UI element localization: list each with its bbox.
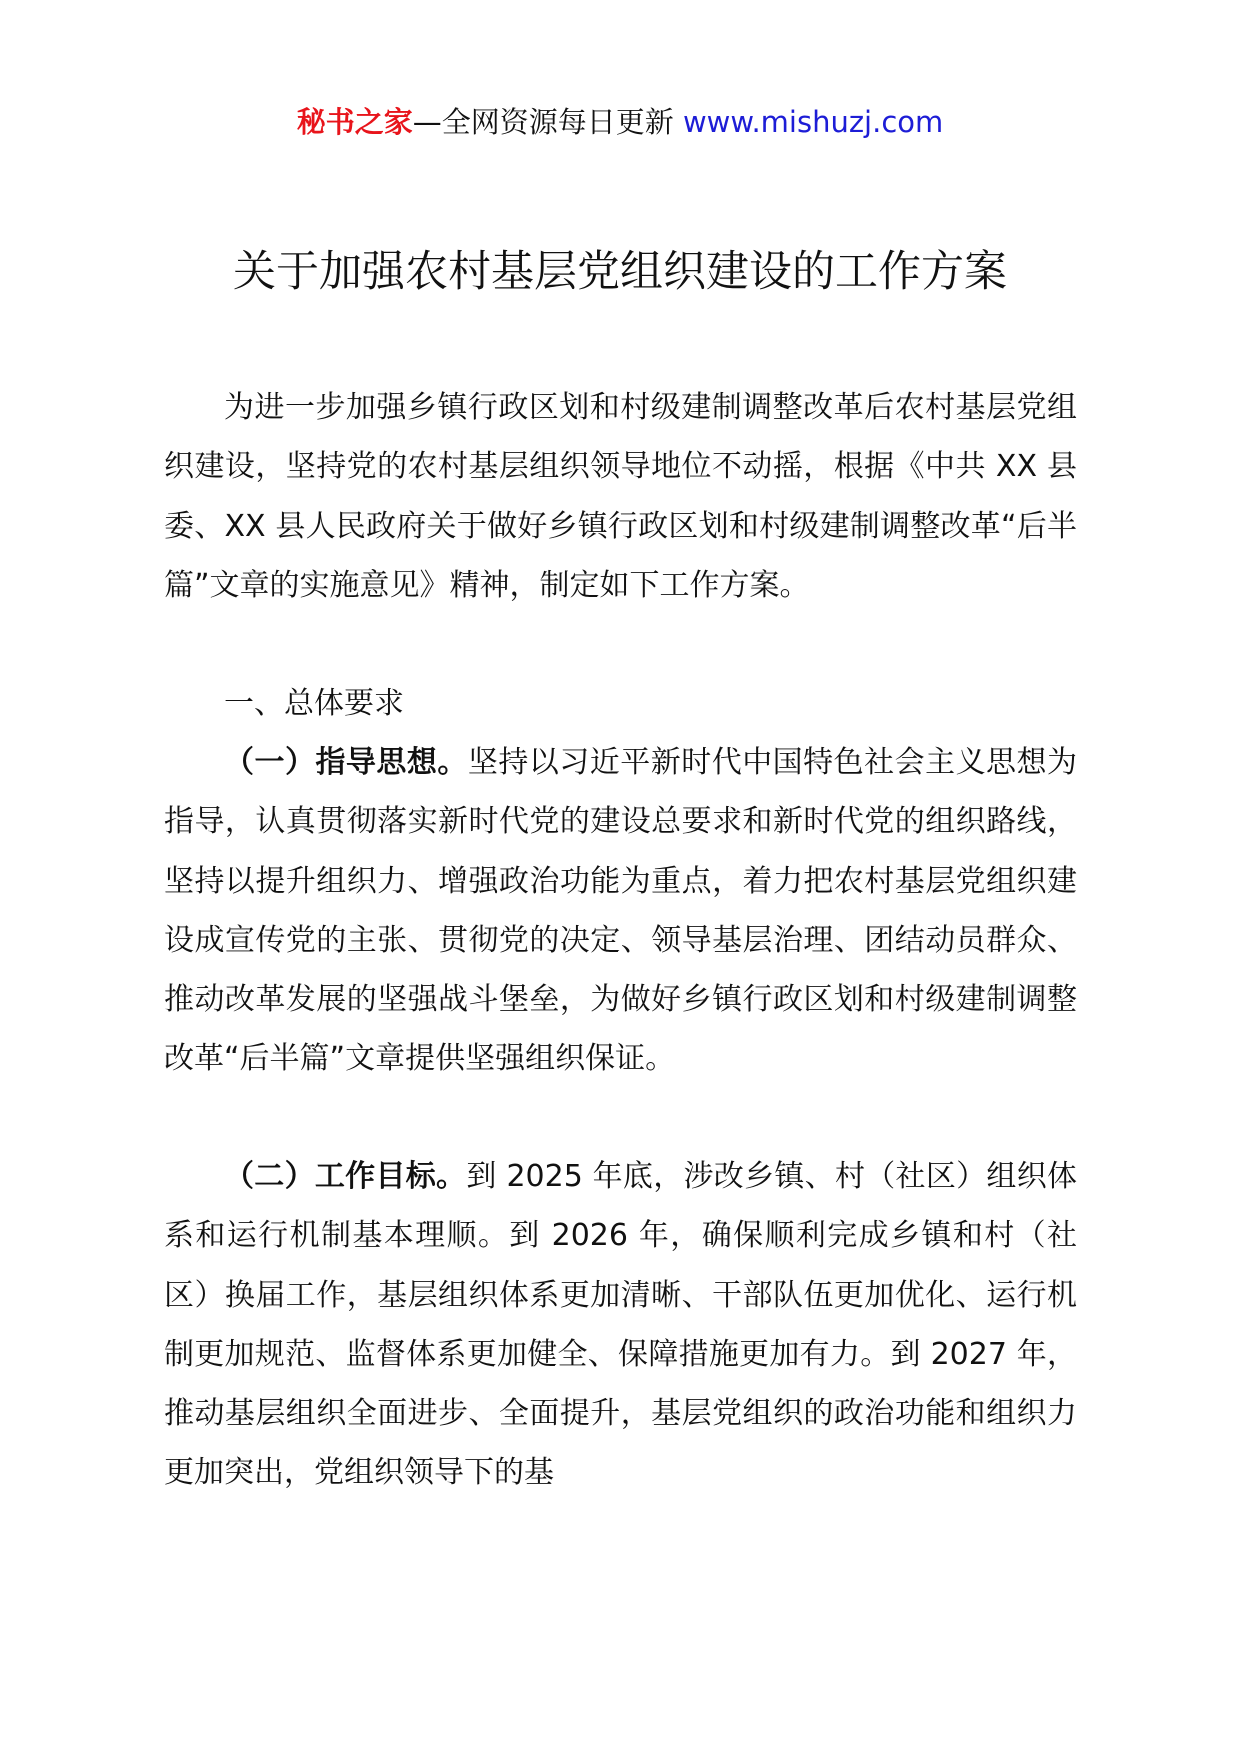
intro-block [164,378,1077,615]
document-title: 关于加强农村基层党组织建设的工作方案 [233,247,1007,297]
goals-block [164,1147,1077,1503]
guiding-text: 坚持以习近平新时代中国特色社会主义思想为指导，认真贯彻落实新时代党的建设总要求和新时代党的组织路线，坚持以提升组织力、增强政治功能为重点，着力把农村基层党组织建设成宣传党的主张、贯彻党的决定、领导基层治理、团结动员群众、推动改革发展的坚强战斗堡垒，为做好乡镇行政区划和村级建制调整改革“后半篇”文章提供坚强组织保证。 [164,745,1078,1077]
section-heading-block [164,674,1077,733]
site-url-link[interactable]: www.mishuzj.com [682,105,944,139]
section-heading: 一、总体要求 [224,686,404,721]
goals-paragraph [164,1147,1077,1503]
guiding-lead: （一）指导思想。 [224,745,468,780]
site-brand: 秘书之家 [296,105,413,139]
intro-paragraph: 为进一步加强乡镇行政区划和村级建制调整改革后农村基层党组织建设，坚持党的农村基层组织领导地位不动摇，根据《中共 XX 县委、XX 县人民政府关于做好乡镇行政区划和村级建制调整改革“后半篇”文章的实施意见》精神，制定如下工作方案。 [164,390,1077,603]
site-header [0,100,1240,144]
goals-text: 到 2025 年底，涉改乡镇、村（社区）组织体系和运行机制基本理顺。到 2026 年，确保顺利完成乡镇和村（社区）换届工作，基层组织体系更加清晰、干部队伍更加优化、运行机制更加规范、监督体系更加健全、保障措施更加有力。到 2027 年，推动基层组织全面进步、全面提升，基层党组织的政治功能和组织力更加突出，党组织领导下的基 [164,1159,1078,1491]
guiding-paragraph [164,733,1077,1089]
guiding-block [164,733,1077,1089]
site-tagline: —全网资源每日更新 [412,105,683,139]
goals-lead: （二）工作目标。 [224,1159,467,1194]
